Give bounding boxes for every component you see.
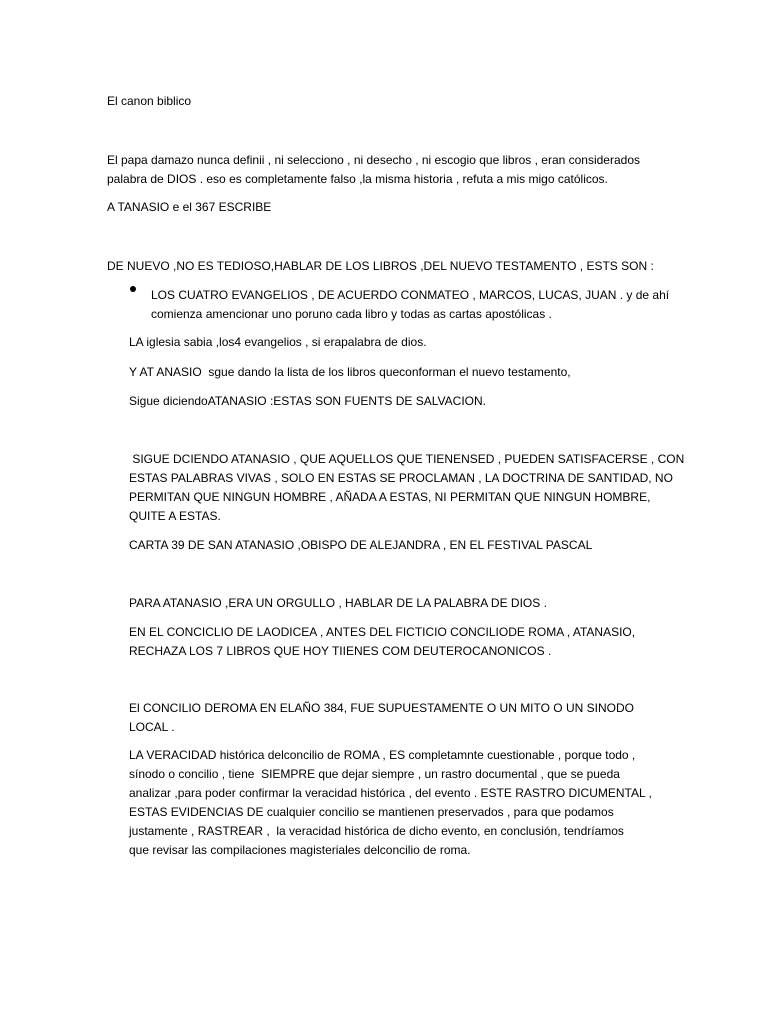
paragraph-3: DE NUEVO ,NO ES TEDIOSO,HABLAR DE LOS LIBROS ,DEL NUEVO TESTAMENTO , ESTS SON : bbox=[107, 259, 654, 273]
paragraph-1: El papa damazo nunca definii , ni selecciono , ni desecho , ni escogio que libros , eran considerados palabra de DIOS . eso es completamente falso ,la misma historia , refuta a mis migo católicos. bbox=[107, 153, 640, 186]
paragraph-7: SIGUE DCIENDO ATANASIO , QUE AQUELLOS QUE TIENENSED , PUEDEN SATISFACERSE , CON ESTAS PALABRAS VIVAS , SOLO EN ESTAS SE PROCLAMAN , LA DOCTRINA DE SANTIDAD, NO PERMITAN QUE NINGUN HOMBRE , AÑADA A ESTAS, NI PERMITAN QUE NINGUN HOMBRE, QUITE A ESTAS. bbox=[129, 452, 685, 523]
bullet-icon bbox=[130, 286, 136, 292]
paragraph-9: PARA ATANASIO ,ERA UN ORGULLO , HABLAR DE LA PALABRA DE DIOS . bbox=[129, 596, 547, 610]
paragraph-12: LA VERACIDAD histórica delconcilio de ROMA , ES completamnte cuestionable , porque todo , sínodo o concilio , tiene SIEMPRE que dejar siempre , un rastro documental , que se pueda analizar ,para poder confirmar la veracidad histórica , del evento . ESTE RASTRO DICUMENTAL , ESTAS EVIDENCIAS DE cualquier concilio se mantienen preservados , para que podamos justamente , RASTREAR , la veracidad histórica de dicho evento, en conclusión, tendríamos que revisar las compilaciones magisteriales delconcilio de roma. bbox=[129, 748, 652, 857]
paragraph-10: EN EL CONCICLIO DE LAODICEA , ANTES DEL FICTICIO CONCILIODE ROMA , ATANASIO, RECHAZA LOS 7 LIBROS QUE HOY TIIENES COM DEUTEROCANONICOS . bbox=[129, 625, 636, 658]
paragraph-5: Y AT ANASIO sgue dando la lista de los libros queconforman el nuevo testamento, bbox=[129, 365, 571, 379]
paragraph-2: A TANASIO e el 367 ESCRIBE bbox=[107, 200, 272, 214]
document-title: El canon biblico bbox=[107, 94, 192, 108]
paragraph-11: El CONCILIO DEROMA EN ELAÑO 384, FUE SUPUESTAMENTE O UN MITO O UN SINODO LOCAL . bbox=[129, 701, 634, 734]
paragraph-6: Sigue diciendoATANASIO :ESTAS SON FUENTS DE SALVACION. bbox=[129, 394, 486, 408]
bullet-item-continuation: comienza amencionar uno poruno cada libro y todas as cartas apostólicas . bbox=[151, 307, 552, 321]
bullet-item: LOS CUATRO EVANGELIOS , DE ACUERDO CONMATEO , MARCOS, LUCAS, JUAN . y de ahí bbox=[151, 288, 670, 302]
paragraph-8: CARTA 39 DE SAN ATANASIO ,OBISPO DE ALEJANDRA , EN EL FESTIVAL PASCAL bbox=[129, 538, 593, 552]
paragraph-4: LA iglesia sabia ,los4 evangelios , si erapalabra de dios. bbox=[129, 335, 427, 349]
